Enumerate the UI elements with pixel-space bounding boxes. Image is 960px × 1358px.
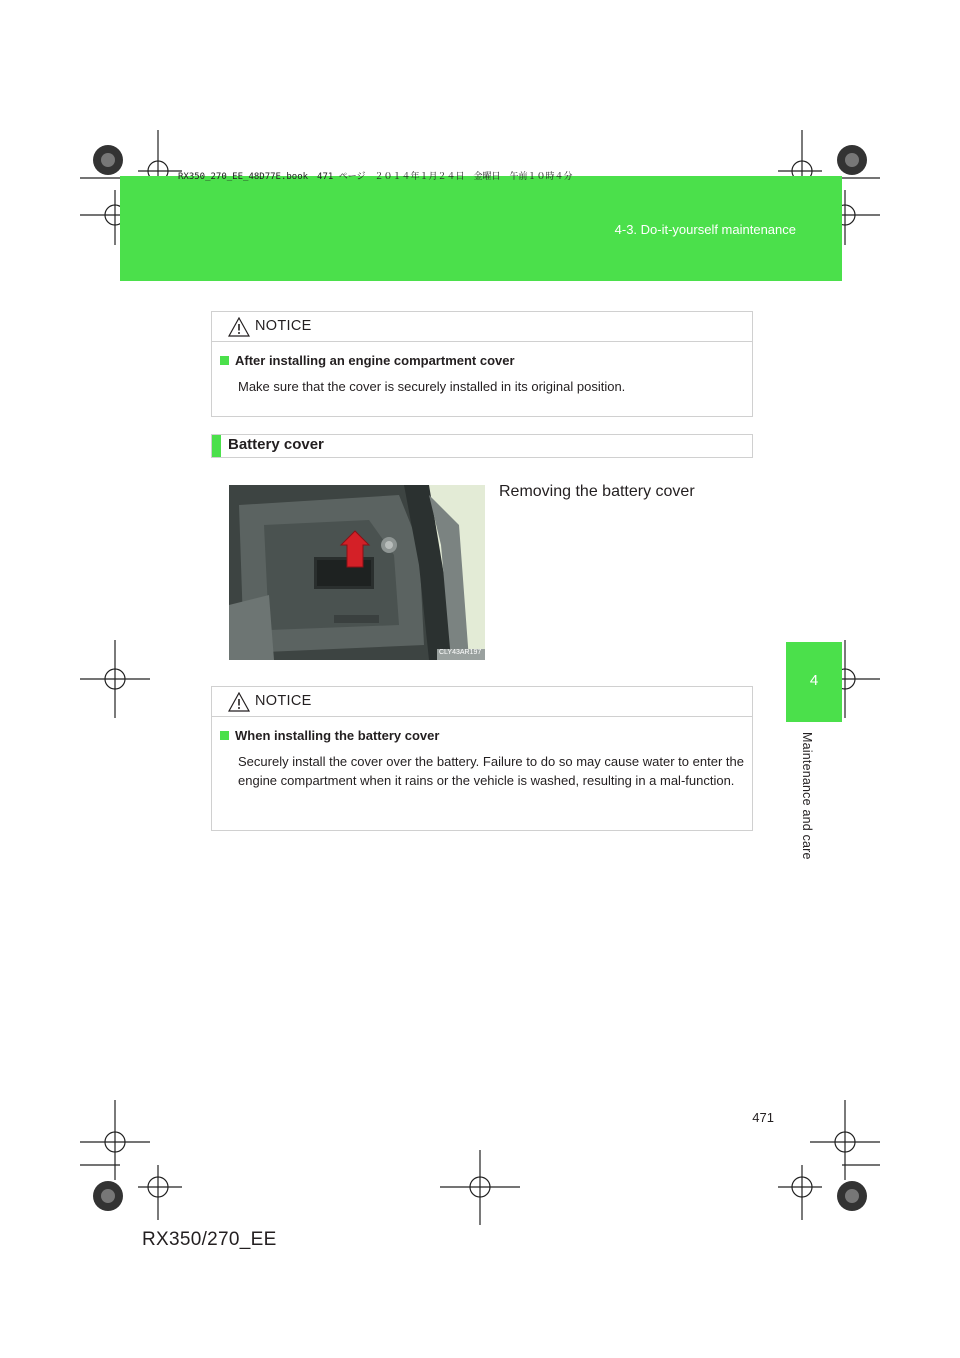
notice-header <box>212 687 752 717</box>
battery-cover-heading-text: Battery cover <box>228 436 324 453</box>
page-number: 471 <box>752 1110 774 1125</box>
notice-label: NOTICE <box>255 693 312 709</box>
notice-item-heading <box>220 728 744 743</box>
notice-box-engine-cover <box>211 311 753 417</box>
bullet-square-icon <box>220 731 229 740</box>
file-info: RX350_270_EE_48D77E.book 471 ページ ２０１４年１月２４日 金曜日 午前１０時４分 <box>178 172 573 182</box>
notice-heading-text: After installing an engine compartment cover <box>235 353 515 368</box>
notice-label: NOTICE <box>255 318 312 334</box>
battery-cover-illustration <box>229 485 485 660</box>
battery-cover-heading <box>211 434 753 458</box>
model-code: RX350/270_EE <box>142 1229 277 1250</box>
battery-cover-caption: Removing the battery cover <box>499 483 695 500</box>
notice-body-text: Make sure that the cover is securely installed in its original position. <box>238 379 626 394</box>
chapter-label: Maintenance and care <box>800 732 814 860</box>
notice-item-heading <box>220 353 744 368</box>
notice-header <box>212 312 752 342</box>
notice-box-battery-cover <box>211 686 753 831</box>
warning-icon <box>228 317 250 337</box>
chapter-number: 4 <box>809 672 819 689</box>
image-code: CLY43AR197 <box>439 649 482 656</box>
warning-icon <box>228 692 250 712</box>
bullet-square-icon <box>220 356 229 365</box>
heading-accent-bar <box>212 435 221 457</box>
notice-heading-text: When installing the battery cover <box>235 728 440 743</box>
chapter-tab <box>786 642 842 722</box>
notice-body-text: Securely install the cover over the battery. Failure to do so may cause water to enter the engine compartment when it rains or the vehicle is washed, resulting in a mal-function. <box>238 754 744 788</box>
section-title: 4-3. Do-it-yourself maintenance <box>614 222 796 237</box>
